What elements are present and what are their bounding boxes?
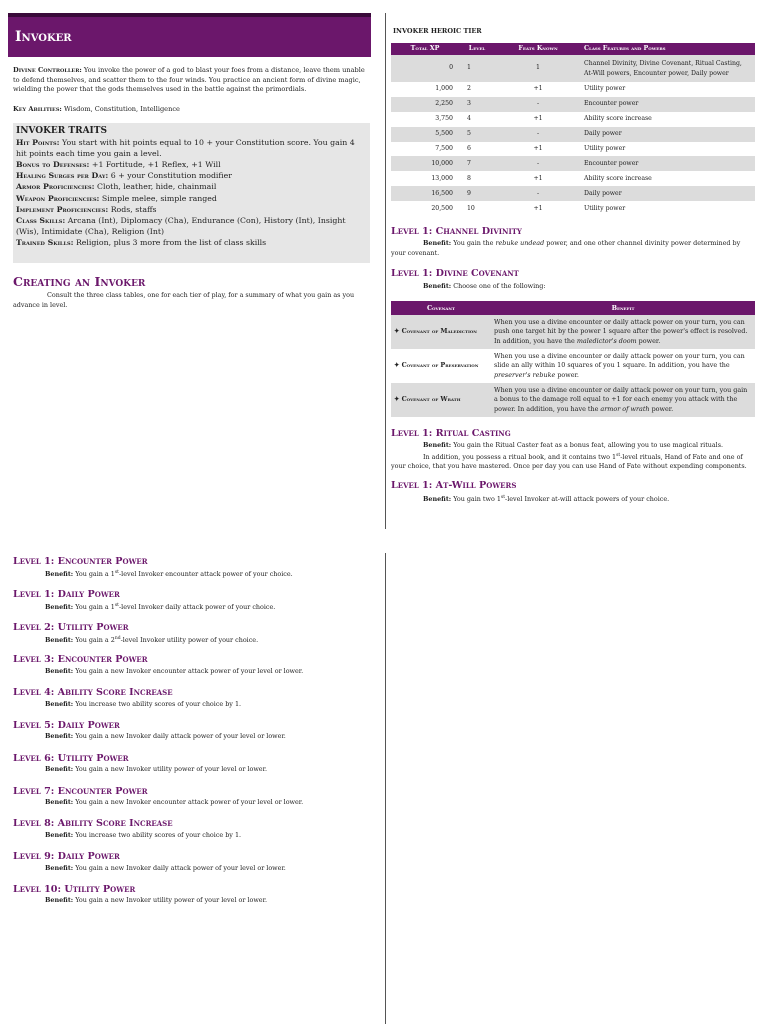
trait-label: Weapon Proficiencies: (16, 193, 100, 203)
benefit-text: power. (557, 370, 579, 379)
trait-defenses (16, 159, 367, 170)
level-heading: Level 8: Ability Score Increase (13, 818, 173, 830)
trait-label: Implement Proficiencies: (16, 204, 109, 214)
level-heading: Level 2: Utility Power (13, 621, 129, 633)
level-heading: Level 3: Encounter Power (13, 654, 148, 666)
feats-cell: - (495, 186, 581, 201)
role-text: You invoke the power of a god to blast your foes from a distance, leave them unable to defend themselves, and scatter them to the four winds. You practice an ancient form of divine magic, wielding the power that the gods themselves used in the battle against the primordials. (13, 66, 365, 93)
benefit-text: You gain a new Invoker encounter attack power of your level or lower. (75, 666, 304, 675)
benefit-label: Benefit: (45, 798, 74, 807)
key-abilities-label: Key Abilities: (13, 105, 62, 113)
benefit-label: Benefit: (45, 699, 74, 708)
trait-label: Class Skills: (16, 215, 66, 225)
trait-text: You start with hit points equal to 10 + your Constitution score. You gain 4 hit points each time you gain a level. (16, 138, 355, 159)
at-will-benefit (391, 493, 755, 505)
at-will-heading: Level 1: At-Will Powers (391, 480, 517, 491)
feats-cell: +1 (495, 142, 581, 157)
feats-cell: - (495, 127, 581, 142)
benefit-text: In addition, you possess a ritual book, and it contains two 1 (423, 452, 617, 461)
level-feature (13, 622, 258, 646)
benefit-text: You gain a new Invoker utility power of your level or lower. (75, 765, 267, 774)
ritual-line-2 (391, 451, 755, 472)
benefit-text: power. (651, 404, 674, 413)
level-feature (13, 753, 267, 775)
benefit-text: Choose one of the following: (453, 282, 546, 290)
trait-implements (16, 204, 367, 215)
table-row (391, 201, 755, 216)
trait-label: Armor Proficiencies: (16, 182, 95, 192)
level-feature (13, 589, 275, 613)
feats-cell: - (495, 97, 581, 112)
channel-divinity-benefit (391, 239, 755, 258)
level-benefit (13, 634, 258, 646)
covenant-table (391, 301, 755, 417)
level-benefit (13, 667, 303, 677)
level-feature (13, 687, 241, 709)
key-abilities (13, 105, 370, 115)
benefit-text: You gain a 1 (75, 603, 115, 612)
trait-text: Rods, staffs (110, 204, 157, 214)
table-row (391, 127, 755, 142)
level-benefit (13, 798, 303, 808)
features-cell: Ability score increase (581, 112, 755, 127)
level-benefit (13, 765, 267, 775)
feats-cell: +1 (495, 112, 581, 127)
level-heading: Level 6: Utility Power (13, 752, 129, 764)
level-feature (13, 786, 303, 808)
benefit-text: When you use a divine encounter or daily attack power on your turn, you gain a bonus to the damage roll equal to +1 for each enemy you attack with the power. In addition, you have the (494, 385, 748, 413)
level-feature (13, 654, 303, 676)
table-header-row (391, 301, 755, 315)
benefit-text: You gain a new Invoker utility power of your level or lower. (75, 896, 267, 905)
benefit-label: Benefit: (45, 830, 74, 839)
column-header: Covenant (391, 301, 491, 315)
xp-cell: 1,000 (391, 82, 459, 97)
level-heading: Level 10: Utility Power (13, 884, 136, 895)
ritual-line-1 (391, 441, 755, 451)
benefit-text: You gain the Ritual Caster feat as a bonus feat, allowing you to use magical rituals. (453, 441, 724, 449)
power-name: rebuke undead (495, 239, 545, 247)
covenant-benefit (491, 349, 755, 383)
level-cell: 5 (459, 127, 495, 142)
table-row (391, 315, 755, 349)
level-feature (13, 851, 286, 873)
benefit-text: You gain a new Invoker encounter attack power of your level or lower. (75, 798, 304, 807)
benefit-text: You gain a 1 (75, 570, 115, 579)
level-benefit (13, 568, 293, 580)
benefit-label: Benefit: (45, 603, 74, 612)
creating-heading: Creating an Invoker (13, 274, 146, 289)
feats-cell: 1 (495, 55, 581, 82)
column-header: Feats Known (495, 43, 581, 55)
trait-text: Religion, plus 3 more from the list of class skills (75, 237, 267, 247)
channel-divinity-heading: Level 1: Channel Divinity (391, 226, 522, 237)
covenant-name: ✦ Covenant of Malediction (391, 315, 491, 349)
level-cell: 8 (459, 171, 495, 186)
benefit-text: When you use a divine encounter or daily attack power on your turn, you can slide an ally within 10 squares of you 1 square. In addition, you have the (494, 351, 745, 370)
level-heading: Level 7: Encounter Power (13, 785, 148, 797)
xp-cell: 10,000 (391, 156, 459, 171)
trait-text: Cloth, leather, hide, chainmail (97, 182, 217, 192)
trait-text: Simple melee, simple ranged (101, 193, 217, 203)
level-heading: Level 9: Daily Power (13, 851, 120, 863)
features-cell: Channel Divinity, Divine Covenant, Ritual Casting, At-Will powers, Encounter power, Daily power (581, 55, 755, 82)
benefit-text: You gain a new Invoker daily attack power of your level or lower. (75, 732, 286, 741)
benefit-label: Benefit: (423, 495, 452, 504)
benefit-label: Benefit: (45, 765, 74, 774)
benefit-text: power, and one other channel divinity power determined by your covenant. (391, 239, 741, 257)
features-cell: Encounter power (581, 97, 755, 112)
divine-covenant-heading: Level 1: Divine Covenant (391, 268, 519, 279)
table-row (391, 82, 755, 97)
feats-cell: - (495, 156, 581, 171)
column-divider-bottom (385, 553, 386, 1024)
role-paragraph (13, 66, 370, 95)
covenant-benefit (491, 383, 755, 417)
benefit-label: Benefit: (45, 863, 74, 872)
xp-cell: 20,500 (391, 201, 459, 216)
column-divider-top (385, 13, 386, 529)
features-cell: Daily power (581, 127, 755, 142)
table-row (391, 171, 755, 186)
level-cell: 3 (459, 97, 495, 112)
ordinal-suffix: st (616, 452, 621, 458)
level-cell: 10 (459, 201, 495, 216)
benefit-text: You gain a 2 (75, 636, 115, 645)
benefit-text: You gain the (453, 239, 494, 247)
power-name: armor of wrath (600, 404, 650, 413)
level-feature (13, 818, 241, 840)
column-header: Benefit (491, 301, 755, 315)
benefit-text: power. (638, 336, 661, 345)
xp-cell: 7,500 (391, 142, 459, 157)
class-title-bar (8, 13, 371, 57)
key-abilities-text: Wisdom, Constitution, Intelligence (63, 105, 180, 113)
level-cell: 6 (459, 142, 495, 157)
trait-text: 6 + your Constitution modifier (110, 171, 232, 181)
level-cell: 9 (459, 186, 495, 201)
ritual-casting-heading: Level 1: Ritual Casting (391, 428, 511, 439)
traits-heading: INVOKER TRAITS (16, 126, 107, 136)
trait-label: Hit Points: (16, 138, 60, 148)
heroic-tier-table (391, 43, 755, 216)
benefit-label: Benefit: (45, 636, 74, 645)
level-feature (13, 884, 267, 906)
benefit-text: You gain two 1 (453, 495, 501, 504)
ordinal-suffix: st (114, 570, 119, 576)
traits-box (13, 123, 370, 263)
benefit-text: You gain a new Invoker daily attack power of your level or lower. (75, 863, 286, 872)
table-header-row (391, 43, 755, 55)
covenant-name: ✦ Covenant of Preservation (394, 361, 479, 370)
level-heading: Level 1: Daily Power (13, 588, 120, 600)
trait-class-skills (16, 215, 367, 237)
ritual-casting-benefit (391, 441, 755, 472)
benefit-label: Benefit: (45, 570, 74, 579)
benefit-text: -level Invoker daily attack power of your choice. (118, 603, 276, 612)
trait-label: Trained Skills: (16, 237, 74, 247)
benefit-text: You increase two ability scores of your choice by 1. (75, 699, 242, 708)
level-heading: Level 5: Daily Power (13, 720, 120, 731)
benefit-label: Benefit: (45, 732, 74, 741)
ordinal-suffix: st (500, 495, 506, 500)
level-cell: 4 (459, 112, 495, 127)
level-benefit (13, 732, 286, 742)
level-cell: 1 (459, 55, 495, 82)
table-row (391, 186, 755, 201)
creating-text: Consult the three class tables, one for each tier of play, for a summary of what you gain as you advance in level. (13, 291, 355, 309)
xp-cell: 2,250 (391, 97, 459, 112)
trait-text: +1 Fortitude, +1 Reflex, +1 Will (91, 160, 221, 170)
ordinal-suffix: nd (114, 636, 121, 642)
level-benefit (13, 700, 241, 710)
level-benefit (13, 896, 267, 906)
trait-armor (16, 181, 367, 192)
trait-label: Healing Surges per Day: (16, 171, 109, 181)
features-cell: Utility power (581, 201, 755, 216)
benefit-text: -level rituals, Hand of Fate and one of your choice, that you have mastered. Once per day you can use Hand of Fate without expending components. (391, 452, 747, 471)
feats-cell: +1 (495, 82, 581, 97)
ordinal-suffix: st (114, 603, 119, 609)
covenant-benefit (491, 315, 755, 349)
table-row (391, 112, 755, 127)
table-row (391, 383, 755, 417)
trait-label: Bonus to Defenses: (16, 160, 90, 170)
benefit-label: Benefit: (45, 666, 74, 675)
benefit-text: -level Invoker at-will attack powers of your choice. (505, 495, 670, 504)
table-row (391, 97, 755, 112)
features-cell: Encounter power (581, 156, 755, 171)
column-header: Class Features and Powers (581, 43, 755, 55)
power-name: preserver's rebuke (494, 370, 556, 379)
level-heading: Level 1: Encounter Power (13, 556, 148, 567)
page-title: Invoker (15, 29, 72, 45)
column-header: Total XP (391, 43, 459, 55)
table-row (391, 156, 755, 171)
xp-cell: 0 (391, 55, 459, 82)
xp-cell: 5,500 (391, 127, 459, 142)
trait-hit-points (16, 137, 367, 159)
power-name: maledictor's doom (576, 336, 637, 345)
feats-cell: +1 (495, 171, 581, 186)
table-row (391, 55, 755, 82)
benefit-text: -level Invoker encounter attack power of your choice. (118, 570, 293, 579)
feats-cell: +1 (495, 201, 581, 216)
benefit-label: Benefit: (45, 896, 74, 905)
level-cell: 2 (459, 82, 495, 97)
benefit-label: Benefit: (423, 282, 452, 290)
benefit-text: You increase two ability scores of your choice by 1. (75, 830, 242, 839)
table-row (391, 349, 755, 383)
tier-table-caption: INVOKER HEROIC TIER (393, 27, 482, 35)
features-cell: Utility power (581, 82, 755, 97)
level-feature (13, 556, 293, 580)
benefit-text: When you use a divine encounter or daily attack power on your turn, you can push one target hit by the power 1 square after the power's effect is resolved. In addition, you have the (494, 317, 748, 345)
xp-cell: 16,500 (391, 186, 459, 201)
role-label: Divine Controller: (13, 66, 82, 74)
features-cell: Ability score increase (581, 171, 755, 186)
column-header: Level (459, 43, 495, 55)
divine-covenant-benefit (391, 282, 755, 292)
benefit-label: Benefit: (423, 239, 452, 247)
features-cell: Utility power (581, 142, 755, 157)
level-benefit (13, 831, 241, 841)
trait-trained-skills (16, 237, 367, 248)
trait-text: Arcana (Int), Diplomacy (Cha), Endurance (Con), History (Int), Insight (Wis), Intimidate (Cha), Religion (Int) (16, 215, 346, 236)
benefit-text: -level Invoker utility power of your choice. (120, 636, 259, 645)
xp-cell: 3,750 (391, 112, 459, 127)
level-benefit (13, 864, 286, 874)
level-heading: Level 4: Ability Score Increase (13, 687, 173, 699)
xp-cell: 13,000 (391, 171, 459, 186)
level-cell: 7 (459, 156, 495, 171)
trait-weapons (16, 193, 367, 204)
features-cell: Daily power (581, 186, 755, 201)
level-benefit (13, 601, 275, 613)
covenant-name: ✦ Covenant of Wrath (391, 383, 491, 417)
trait-healing-surges (16, 170, 367, 181)
benefit-label: Benefit: (423, 441, 452, 449)
table-row (391, 142, 755, 157)
level-feature (13, 720, 286, 742)
